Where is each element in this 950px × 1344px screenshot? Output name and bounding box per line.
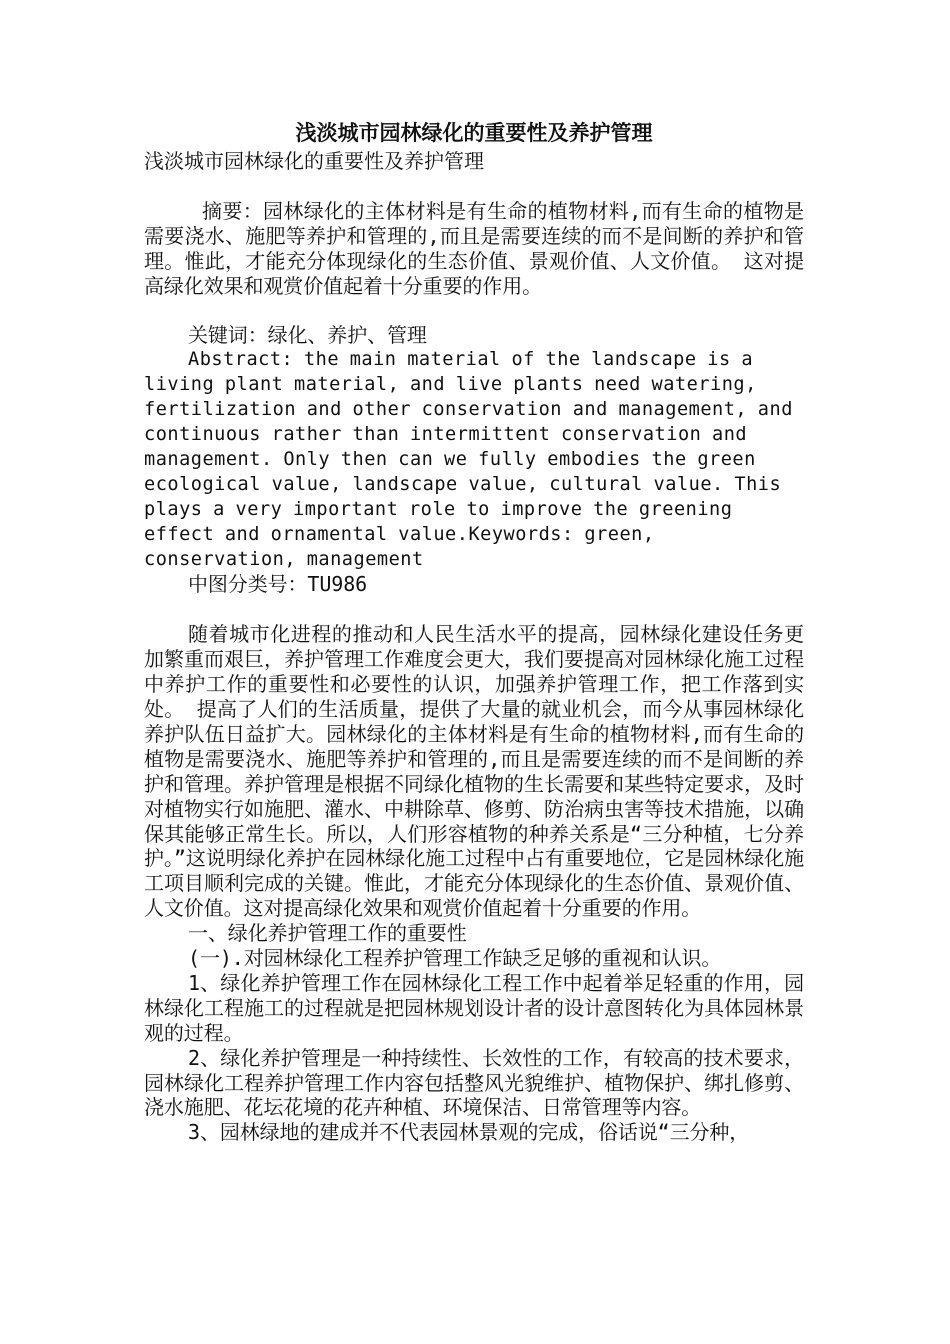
document-title: 浅淡城市园林绿化的重要性及养护管理 (295, 121, 653, 145)
spacer (144, 299, 804, 324)
point-paragraph: 2、绿化养护管理是一种持续性、长效性的工作，有较高的技术要求，园林绿化工程养护管理工作内容包括整风光貌维护、植物保护、绑扎修剪、浇水施肥、花坛花境的花卉种植、环境保洁、日常管理等内容。 (144, 1045, 804, 1120)
point-paragraph: 3、园林绿地的建成并不代表园林景观的完成，俗话说“三分种， (188, 1120, 750, 1145)
subsection-heading: (一).对园林绿化工程养护管理工作缺乏足够的重视和认识。 (188, 946, 722, 971)
abstract-english: Abstract: the main material of the landscape is a living plant material, and live plants need watering, fertilization and other conservation and management, and continuous rather than intermittent conservation and management. Only then can we fully embodies the green ecological value, landscape value, cultural value. This plays a very important role to improve the greening effect and ornamental value.Keywords: green, conservation, management (144, 349, 793, 570)
spacer (144, 174, 804, 199)
keywords-chinese: 关键词：绿化、养护、管理 (188, 323, 427, 348)
document-subtitle: 浅淡城市园林绿化的重要性及养护管理 (144, 149, 484, 173)
intro-paragraph: 随着城市化进程的推动和人民生活水平的提高，园林绿化建设任务更加繁重而艰巨，养护管理工作难度会更大，我们要提高对园林绿化施工过程中养护工作的重要性和必要性的认识，加强养护管理工作，把工作落到实处。 提高了人们的生活质量，提供了大量的就业机会，而今从事园林绿化养护队伍日益扩大。园林绿化的主体材料是有生命的植物材料,而有生命的植物是需要浇水、施肥等养护和管理的,而且是需要连续的而不是间断的养护和管理。养护管理是根据不同绿化植物的生长需要和某些特定要求，及时对植物实行如施肥、灌水、中耕除草、修剪、防治病虫害等技术措施，以确保其能够正常生长。所以，人们形容植物的种养关系是“三分种植，七分养护。”这说明绿化养护在园林绿化施工过程中占有重要地位，它是园林绿化施工项目顺利完成的关键。惟此，才能充分体现绿化的生态价值、景观价值、人文价值。这对提高绿化效果和观赏价值起着十分重要的作用。 (144, 622, 804, 921)
spacer (144, 597, 804, 622)
document-page (144, 118, 804, 1145)
classification-number: 中图分类号：TU986 (188, 572, 368, 597)
section-heading: 一、绿化养护管理工作的重要性 (188, 921, 467, 946)
point-paragraph: 1、绿化养护管理工作在园林绿化工程工作中起着举足轻重的作用，园林绿化工程施工的过程就是把园林规划设计者的设计意图转化为具体园林景观的过程。 (144, 970, 804, 1045)
abstract-chinese: 摘要：园林绿化的主体材料是有生命的植物材料,而有生命的植物是需要浇水、施肥等养护和管理的,而且是需要连续的而不是间断的养护和管理。惟此，才能充分体现绿化的生态价值、景观价值、人文价值。 这对提高绿化效果和观赏价值起着十分重要的作用。 (144, 198, 804, 298)
